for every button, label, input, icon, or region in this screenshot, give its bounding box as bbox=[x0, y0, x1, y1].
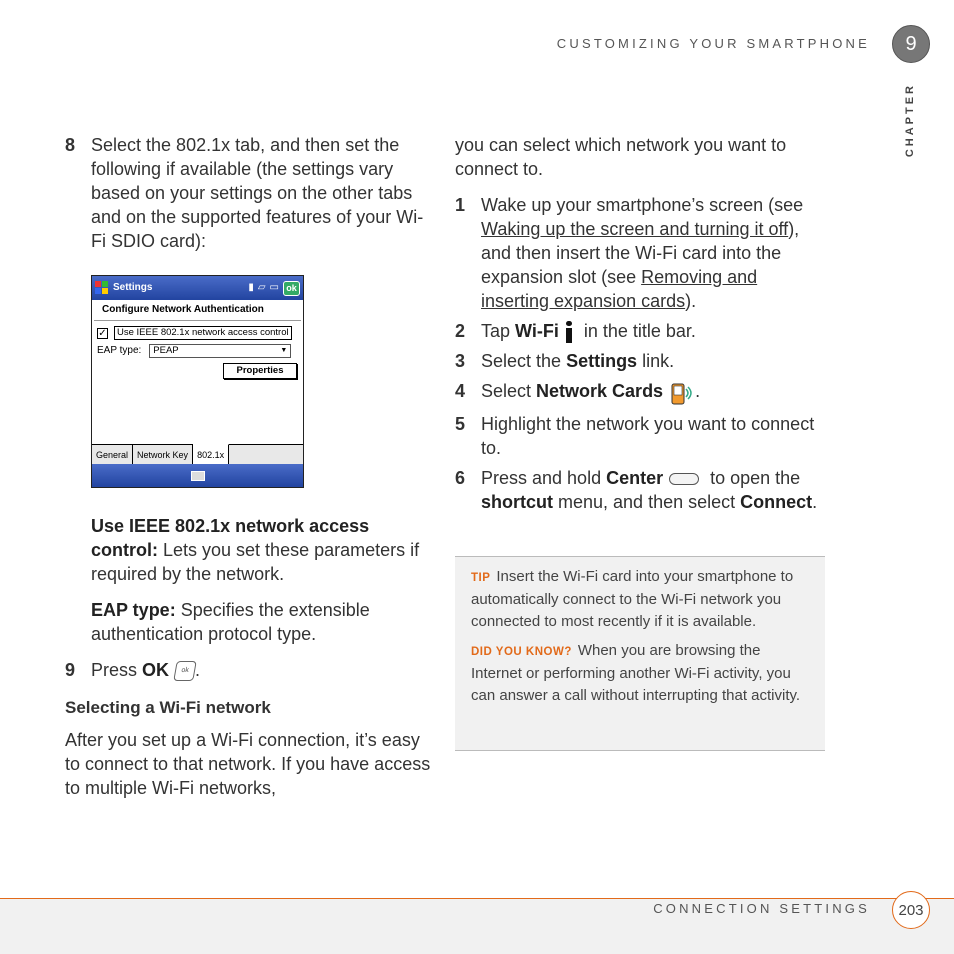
chapter-label: CHAPTER bbox=[904, 83, 916, 158]
windows-flag-icon bbox=[95, 281, 109, 295]
tip-label: TIP bbox=[471, 572, 491, 584]
continuation-text: you can select which network you want to connect to. bbox=[455, 135, 787, 179]
step-number: 5 bbox=[455, 413, 466, 434]
tab-network-key[interactable]: Network Key bbox=[133, 445, 193, 464]
step-number: 9 bbox=[65, 660, 76, 680]
dropdown-arrow-icon: ▼ bbox=[280, 347, 288, 354]
signal-icon: ▱ bbox=[257, 282, 266, 293]
chapter-number-badge: 9 bbox=[892, 25, 930, 63]
properties-button[interactable]: Properties bbox=[223, 363, 297, 379]
device-subtitle: Configure Network Authentication bbox=[94, 300, 301, 321]
connect-term: Connect bbox=[740, 491, 813, 512]
step-number: 6 bbox=[455, 467, 466, 488]
did-you-know-text: When you are browsing the Internet or performing another Wi-Fi activity, you can answer a call without interrupting that activity. bbox=[471, 642, 801, 704]
device-title: Settings bbox=[113, 282, 153, 293]
tab-8021x[interactable]: 802.1x bbox=[193, 444, 229, 464]
step-1: 1 Wake up your smartphone’s screen (see Waking up the screen and turning it off), and then insert the Wi-Fi card into the expansion slot (see Removing and inserting expansion cards). bbox=[455, 195, 804, 311]
center-button-icon bbox=[669, 473, 699, 485]
step-6: 6 Press and hold Center to open the shortcut menu, and then select Connect. bbox=[455, 467, 818, 512]
device-ok-button[interactable]: ok bbox=[283, 281, 300, 296]
center-term: Center bbox=[606, 467, 664, 488]
network-cards-term: Network Cards bbox=[536, 381, 664, 402]
step-number: 3 bbox=[455, 351, 466, 372]
battery-icon: ▭ bbox=[269, 282, 279, 293]
wifi-status-icon: ▮ bbox=[248, 282, 254, 293]
tip bbox=[471, 566, 811, 633]
section-body: After you set up a Wi-Fi connection, it’s easy to connect to that network. If you have access to multiple Wi-Fi networks, bbox=[65, 730, 431, 798]
right-column bbox=[455, 133, 825, 520]
step-number: 1 bbox=[455, 195, 466, 215]
ieee-checkbox-label: Use IEEE 802.1x network access control bbox=[114, 326, 292, 340]
tip-box bbox=[455, 556, 825, 751]
link-removing-expansion-cards[interactable]: Removing and inserting expansion cards bbox=[481, 267, 758, 311]
eap-type-value: PEAP bbox=[153, 345, 179, 356]
device-tabs bbox=[92, 444, 303, 464]
running-header: CUSTOMIZING YOUR SMARTPHONE bbox=[556, 36, 870, 51]
step-number: 2 bbox=[455, 321, 466, 341]
wifi-icon bbox=[565, 321, 573, 343]
eap-description: Specifies the extensible authentication protocol type. bbox=[91, 600, 370, 644]
running-footer: CONNECTION SETTINGS bbox=[653, 901, 870, 916]
device-bottom-bar bbox=[92, 464, 303, 487]
step-number: 8 bbox=[65, 135, 76, 155]
eap-term: EAP type: bbox=[91, 600, 176, 620]
network-cards-icon bbox=[669, 380, 695, 406]
page-number: 203 bbox=[892, 891, 930, 929]
section-heading: Selecting a Wi-Fi network bbox=[65, 698, 271, 717]
device-title-bar bbox=[92, 276, 303, 300]
ieee-term: Use IEEE 802.1x network access control: bbox=[91, 516, 370, 560]
link-waking-up-screen[interactable]: Waking up the screen and turning it off bbox=[481, 219, 789, 239]
step-text: Highlight the network you want to connect to. bbox=[481, 413, 815, 458]
ok-term: OK bbox=[142, 660, 170, 680]
ieee-checkbox[interactable]: ✓ bbox=[98, 327, 107, 339]
tab-general[interactable]: General bbox=[92, 445, 133, 464]
eap-definition bbox=[91, 598, 435, 646]
step-5 bbox=[455, 412, 825, 460]
left-column bbox=[65, 133, 435, 800]
wifi-term: Wi-Fi bbox=[515, 321, 559, 341]
step-text: Select the 802.1x tab, and then set the following if available (the settings vary based on your settings on the other tabs and on the supported features of your Wi-Fi SDIO card): bbox=[91, 135, 424, 251]
step-4: 4 Select Network Cards . bbox=[455, 379, 825, 405]
tip-text: Insert the Wi-Fi card into your smartphone to automatically connect to the Wi-Fi network you connected to most recently if it is available. bbox=[471, 568, 794, 630]
did-you-know-label: DID YOU KNOW? bbox=[471, 646, 572, 658]
eap-type-label: EAP type: bbox=[97, 345, 142, 356]
did-you-know bbox=[471, 640, 811, 707]
ieee-definition bbox=[91, 514, 435, 586]
keyboard-icon[interactable] bbox=[191, 471, 205, 481]
step-9: 9 Press OK ok . bbox=[65, 660, 201, 680]
step-3: 3 Select the Settings link. bbox=[455, 351, 675, 372]
ieee-description: Lets you set these parameters if required by the network. bbox=[91, 540, 420, 584]
shortcut-term: shortcut bbox=[481, 491, 553, 512]
settings-term: Settings bbox=[566, 351, 638, 372]
step-2: 2 Tap Wi-Fi in the title bar. bbox=[455, 319, 825, 343]
step-number: 4 bbox=[455, 381, 466, 402]
eap-type-select[interactable] bbox=[149, 344, 291, 358]
step-8 bbox=[65, 133, 435, 253]
device-screenshot bbox=[91, 275, 304, 488]
ok-key-icon: ok bbox=[173, 661, 197, 681]
